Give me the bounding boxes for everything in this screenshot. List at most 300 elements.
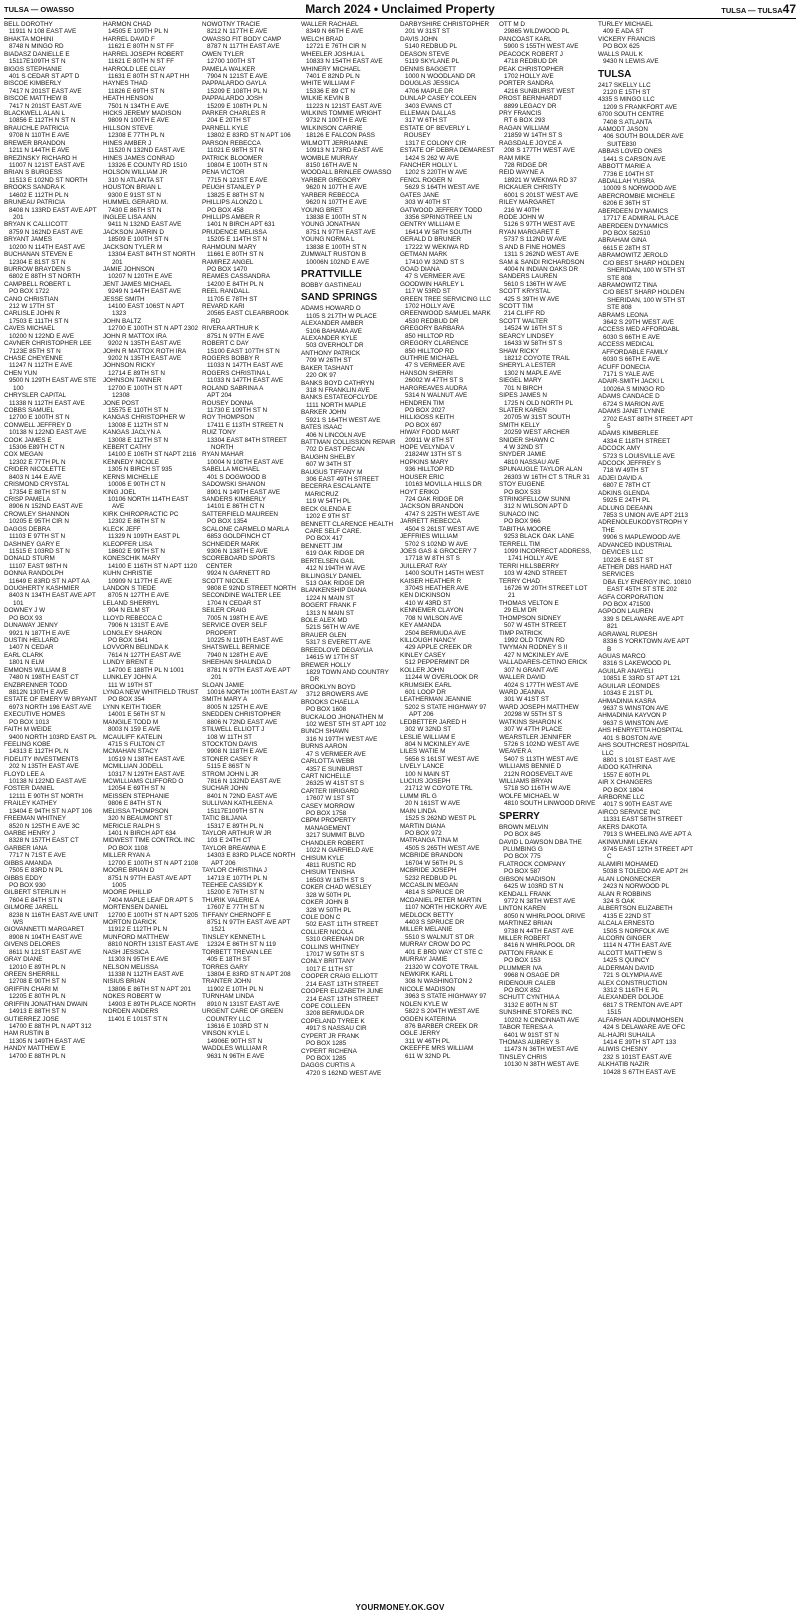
owner-name: OGLE JERRY	[400, 1030, 441, 1038]
listing-entry	[499, 876, 596, 891]
page-title: March 2024 • Unclaimed Property	[305, 2, 495, 16]
owner-name: ALAN LONGNECKER	[598, 875, 661, 883]
owner-name: CONWELL JEFFREY D	[4, 421, 72, 429]
owner-address: 5310 GREENAN DR	[306, 936, 365, 944]
owner-name: KLEOPFER LISA	[103, 540, 153, 548]
owner-name: WARD JOSEPH MATTHEW	[499, 703, 579, 711]
listing-entry	[103, 125, 200, 140]
listing-entry	[103, 21, 200, 36]
owner-address: 14906E 90TH ST N	[207, 1037, 263, 1045]
listing-entry	[301, 914, 398, 929]
owner-address: 7736 E 104TH ST	[603, 170, 654, 178]
owner-name: BISCOE MATTHEW B	[4, 95, 68, 103]
listing-entry	[301, 394, 398, 409]
owner-address: 12308 E 77TH PL N	[108, 132, 165, 140]
owner-name: BISCOE KIMBERLY	[4, 80, 62, 88]
listing-entry	[400, 177, 497, 192]
owner-address: 12304 E 81ST ST N	[9, 258, 66, 266]
listing-entry	[202, 95, 299, 110]
owner-name: YOUNG NORMA L	[301, 236, 355, 244]
owner-address: 12010 E 89TH PL N	[9, 963, 66, 971]
owner-name: WARD JEANNA	[499, 688, 545, 696]
owner-name: HARREL DAVID F	[103, 35, 155, 43]
listing-entry	[598, 21, 695, 36]
listing-entry	[598, 1017, 695, 1032]
owner-address: 8212 N 117TH E AVE	[207, 28, 268, 36]
owner-address: 13008 E 112TH ST N	[108, 436, 169, 444]
owner-address: 311 W 46TH PL	[405, 1037, 450, 1045]
listing-entry	[301, 21, 398, 36]
listing-entry	[103, 585, 200, 600]
owner-address: 9300 E 91ST ST N	[108, 191, 162, 199]
owner-name: ADCOCK AMY	[598, 445, 641, 453]
owner-address: 5723 S LOUISVILLE AVE	[603, 452, 675, 460]
owner-address: 8050 N WHIRLPOOL DRIVE	[504, 912, 586, 920]
owner-name: GARBER IANA	[4, 844, 48, 852]
owner-address: 10130 N 38TH WEST AVE	[504, 1061, 579, 1069]
owner-address: 724 OAK RIDGE DR	[405, 496, 464, 503]
listing-entry	[400, 734, 497, 749]
owner-address: 5737 S 112ND W AVE	[504, 236, 567, 244]
owner-name: LYNDA NEW WHITFIELD TRUST	[103, 688, 199, 696]
owner-address: 26002 W 47TH ST S	[405, 377, 464, 385]
listing-entry	[301, 169, 398, 176]
owner-name: STILWELL ELLIOTT J	[202, 726, 265, 734]
listing-entry	[400, 637, 497, 652]
listing-entry	[202, 867, 299, 882]
owner-address: 5232 REDBUD PL	[405, 874, 458, 882]
owner-name: ALCALA ERNESTO	[598, 920, 655, 928]
owner-name: BERTELSEN GAIL	[301, 557, 355, 565]
listing-entry	[499, 451, 596, 466]
owner-address: 339 S DELAWARE AVE APT 821	[603, 615, 684, 631]
owner-name: RAGAN WILLIAM	[499, 124, 550, 132]
owner-name: NOKES ROBERT W	[103, 993, 161, 1001]
owner-address: 1209 S FRANKFORT AVE	[603, 103, 678, 111]
owner-address: 15117E109TH ST N	[207, 807, 264, 815]
listing-entry	[400, 325, 497, 340]
owner-address: 117 W 53RD ST	[405, 288, 451, 296]
owner-name: KEBERT CATHY	[103, 444, 151, 452]
owner-address: 312 N WILSON APT D	[504, 503, 568, 511]
owner-name: SAM & SANDI RICHARDSON	[499, 258, 585, 266]
owner-address: 11338 N 112TH EAST AVE	[9, 399, 85, 407]
listing-entry	[499, 95, 596, 110]
owner-address: 850 HILLTOP RD	[405, 332, 455, 340]
listing-entry	[4, 36, 101, 51]
owner-name: SADOWSKI SHANON	[202, 481, 266, 489]
owner-name: DUNLAP CASEY COLEEN	[400, 95, 477, 103]
owner-address: 1313 N MAIN ST	[306, 609, 354, 617]
owner-name: FAITH M WEIDE	[4, 726, 52, 734]
owner-address: 10163 MOVILLA HILLS DR	[405, 481, 482, 489]
owner-name: FLOYD LEE A	[4, 770, 45, 778]
owner-address: 8910 N 131ST EAST AVE	[207, 1000, 280, 1008]
listing-entry	[400, 1030, 497, 1045]
owner-name: ADLUNG DEEANN	[598, 504, 653, 512]
owner-name: SNEDDEN CHRISTOPHER	[202, 711, 281, 719]
owner-address: 4706 MAPLE DR	[405, 87, 454, 95]
owner-name: ROBERT C DAY	[202, 340, 249, 348]
owner-name: LUNKLEY JOHN A	[103, 674, 157, 682]
owner-address: 316 N 197TH WEST AVE	[306, 735, 378, 743]
owner-address: 6001 S 201ST WEST AVE	[504, 191, 579, 199]
owner-address: 14313 E 112TH PL N	[9, 748, 69, 756]
listing-entry	[202, 340, 299, 355]
owner-address: C/O BEST SHARP HOLDEN SHERIDAN, 100 W 5TH ST STE 808	[603, 289, 686, 312]
listing-entry	[4, 800, 101, 815]
listing-entry	[4, 251, 101, 266]
owner-address: 9430 N LEWIS AVE	[603, 58, 659, 66]
owner-name: ABBAS LOVED ONES	[598, 148, 663, 156]
owner-name: MUNFORD MATTHEW	[103, 933, 169, 941]
owner-name: REID WAYNE A	[499, 169, 545, 177]
owner-address: 4718 REDBUD DR	[504, 58, 558, 66]
owner-name: BANKS ESTATEOFCLYDE	[301, 394, 378, 402]
owner-name: MEDLOCK BETTY	[400, 911, 454, 919]
owner-name: COKER CHAD WESLEY	[301, 884, 372, 892]
listing-entry	[301, 632, 398, 647]
listing-entry	[4, 971, 101, 986]
listing-entry	[499, 169, 596, 184]
owner-address: 10004 N 108TH EAST AVE	[207, 458, 284, 466]
owner-name: TAYLOR BREAWNA E	[202, 844, 266, 852]
owner-name: BOGERT FRANK F	[301, 602, 357, 610]
owner-name: ALBERTSON ELIZABETH	[598, 905, 673, 913]
owner-name: ZUMWALT RUSTON B	[301, 251, 366, 259]
owner-address: 15209 E 108TH PL N	[207, 102, 268, 110]
listing-entry	[202, 288, 299, 303]
owner-address: PO BOX 1608	[306, 706, 347, 714]
listing-entry	[499, 824, 596, 839]
listing-entry	[499, 748, 596, 763]
owner-address: 406 SOUTH BOULDER AVE SUITE830	[603, 133, 684, 148]
owner-name: GIBBS EDDY	[4, 874, 43, 882]
owner-name: RODE JOHN W	[499, 213, 545, 221]
owner-address: 12700 E 100TH ST N APT 12308	[108, 384, 183, 400]
listing-entry	[301, 192, 398, 207]
owner-address: 8316 S LAKEWOOD PL	[603, 660, 672, 668]
listing-entry	[400, 281, 497, 296]
owner-name: SUNACO INC	[499, 510, 539, 518]
owner-address: 12700 E 100TH ST N APT 2302	[108, 325, 199, 333]
owner-address: 13616 E 103RD ST N	[207, 1022, 269, 1030]
listing-entry	[202, 800, 299, 815]
owner-address: 12714 E 89TH ST N	[108, 369, 166, 377]
owner-address: 18921 W WEKIWA RD 37	[504, 176, 577, 184]
owner-address: 12721 E 76TH CIR N	[306, 43, 366, 51]
owner-name: ABERDEEN DYNAMICS	[598, 222, 669, 230]
owner-name: KANGAS CHRISTOPHER W	[103, 414, 186, 422]
listing-entry	[4, 392, 101, 407]
owner-name: GARBE HENRY J	[4, 829, 55, 837]
listing-entry	[4, 756, 101, 771]
owner-address: 10200 N 114TH EAST AVE	[9, 243, 86, 251]
listing-entry	[400, 162, 497, 177]
listing-entry	[598, 935, 695, 950]
listing-entry	[598, 876, 695, 891]
owner-name: CANO CHRISTIAN	[4, 295, 59, 303]
listing-entry	[400, 80, 497, 95]
listing-column-4	[301, 21, 398, 1599]
listing-entry	[301, 335, 398, 350]
listing-entry	[400, 125, 497, 147]
owner-name: CONLY BRITTANY	[301, 958, 355, 966]
listing-entry	[202, 244, 299, 259]
listing-entry	[4, 221, 101, 236]
owner-name: SULLIVAN KATHLEEN A	[202, 800, 273, 808]
owner-address: 8403 N 144 E AVE	[9, 473, 62, 481]
listing-entry	[4, 652, 101, 667]
owner-name: COLLINS WHITNEY	[301, 943, 360, 951]
owner-address: 5822 S 204TH WEST AVE	[405, 1008, 480, 1016]
owner-name: BROOKLYN BOYD	[301, 683, 356, 691]
listing-entry	[4, 184, 101, 199]
owner-address: 214 CLIFF RD	[504, 310, 545, 318]
listing-entry	[103, 644, 200, 659]
owner-address: 14700 E 88TH PL N	[9, 1052, 66, 1060]
owner-name: KENNEDY NICOLE	[103, 458, 159, 466]
owner-name: KILLOUGH NANCY	[400, 637, 457, 645]
owner-address: 21859 W 14TH ST S	[504, 132, 563, 140]
owner-address: 10009 S NORWOOD AVE	[603, 185, 677, 193]
owner-address: 47 S VERMEER AVE	[405, 362, 465, 370]
owner-address: 14913 E 88TH ST N	[9, 1008, 67, 1016]
owner-name: 6700 SOUTH CENTRE	[598, 111, 664, 119]
owner-name: HANDY MATTHEW E	[4, 1045, 66, 1053]
owner-name: LUCIUS JOSEPH	[400, 778, 451, 786]
listing-entry	[400, 1045, 497, 1060]
listing-entry	[301, 958, 398, 973]
owner-name: MCAULIFF KATELIN	[103, 733, 163, 741]
owner-address: 102 WEST 5TH ST APT 102	[306, 720, 387, 728]
listing-entry	[301, 380, 398, 395]
owner-address: 15100 EAST 107TH ST N	[207, 347, 280, 355]
owner-name: BECK GLENDA E	[301, 505, 352, 513]
owner-address: 13838 E 100TH ST N	[306, 213, 367, 221]
owner-address: 8416 N WHIRLPOOL DR	[504, 942, 575, 950]
owner-address: 701 N BIRCH	[504, 384, 543, 392]
owner-address: 13304 EAST 84TH STREET NORTH	[207, 436, 287, 452]
listing-entry	[103, 66, 200, 81]
owner-name: ANTHONY PATRICK	[301, 349, 361, 357]
owner-name: MANGILE TODD M	[103, 718, 159, 726]
owner-name: GUTHRIE MICHAEL	[400, 354, 459, 362]
owner-address: 8901 N 149TH EAST AVE	[207, 488, 281, 496]
owner-name: OGDEN KATERINA	[400, 1015, 457, 1023]
owner-name: BRIAN S BURGESS	[4, 169, 63, 177]
listing-entry	[4, 1045, 101, 1060]
owner-name: PATTON FRANK E	[499, 949, 553, 957]
owner-address: 7614 N 127TH EAST AVE	[108, 651, 182, 659]
owner-address: 9732 N 100TH E AVE	[306, 117, 367, 125]
owner-address: 11247 N 112TH E AVE	[9, 362, 73, 370]
owner-name: KENDALL FRANK	[499, 890, 551, 898]
owner-address: PO BOX 1804	[603, 786, 644, 794]
owner-address: 3312 S 116TH E PL	[603, 987, 659, 994]
listing-entry	[301, 1018, 398, 1033]
owner-name: S AND B FINE HOMES	[499, 243, 566, 251]
owner-name: EMMONS WILLIAM B	[4, 666, 67, 674]
owner-address: 26303 W 16TH CT S TRLR 31	[504, 473, 590, 481]
owner-name: AETHER DBS HARD HAT SERVICES	[598, 563, 673, 579]
owner-name: GIBSON MADISON	[499, 875, 556, 883]
owner-name: COOK JAMES E	[4, 436, 52, 444]
owner-name: AGUILAR LEONIDES	[598, 682, 660, 690]
owner-name: MCMAHAN STACY	[103, 748, 159, 756]
listing-entry	[400, 340, 497, 355]
listing-entry	[202, 592, 299, 607]
owner-name: CARLOTTA WEBB	[301, 758, 355, 766]
listing-entry	[103, 459, 200, 474]
owner-address: 5629 S 164TH WEST AVE	[405, 184, 480, 192]
owner-address: PO BOX 93	[9, 614, 43, 622]
owner-name: DEASON STEVE	[400, 50, 450, 58]
owner-name: BATES ISAAC	[301, 424, 343, 432]
owner-address: 14700 E 88TH PL N APT 312	[9, 1022, 92, 1030]
owner-address: 11515 E 103RD ST N	[9, 547, 70, 555]
listing-entry	[598, 980, 695, 995]
listing-entry	[103, 630, 200, 645]
listing-entry	[103, 95, 200, 110]
listing-entry	[103, 444, 200, 459]
owner-name: FREEMAN WHITNEY	[4, 815, 67, 823]
listing-entry	[400, 429, 497, 444]
owner-address: 8611 N 121ST EAST AVE	[9, 948, 82, 956]
listing-entry	[598, 223, 695, 238]
owner-address: 5718 SO 116TH W AVE	[504, 785, 571, 793]
listing-entry	[103, 414, 200, 429]
owner-name: 4335 S MINGO LLC	[598, 96, 655, 104]
owner-address: 13404 E 94TH ST N APT 106	[9, 807, 92, 815]
owner-address: 13802 E 83RD ST N APT 106	[207, 132, 291, 140]
owner-name: KEY AMANDA	[400, 622, 442, 630]
owner-address: 8801 S 101ST EAST AVE	[603, 756, 676, 764]
listing-entry	[103, 348, 200, 363]
listing-entry	[598, 460, 695, 475]
section-heading: PRATTVILLE	[301, 268, 362, 280]
owner-address: 401 S BOSTON AVE	[603, 734, 662, 742]
owner-name: PRUDENCE MELISSA	[202, 228, 267, 236]
owner-address: 1224 N MAIN ST	[306, 594, 354, 602]
owner-name: GREGORY BARBARA	[400, 325, 465, 333]
owner-name: GREGORY CLARENCE	[400, 340, 469, 348]
listing-entry	[202, 21, 299, 36]
owner-address: 1725 N OLD NORTH PL	[504, 399, 573, 407]
owner-address: PO BOX 930	[9, 881, 46, 889]
owner-address: 310 N ATLANTA ST	[108, 176, 164, 184]
owner-address: 3704S HEATHER AVE	[405, 585, 469, 593]
listing-entry	[400, 518, 497, 533]
listing-entry	[103, 949, 200, 964]
listing-entry	[499, 125, 596, 140]
listing-entry	[598, 237, 695, 252]
listing-entry	[202, 696, 299, 711]
listing-entry	[301, 573, 398, 588]
owner-name: JOHN R MATTOX ROTH IRA	[103, 347, 187, 355]
listing-entry	[499, 689, 596, 704]
listing-entry	[598, 364, 695, 379]
owner-address: 4505 S 265TH WEST AVE	[405, 844, 480, 852]
owner-address: 9620 N 107TH E AVE	[306, 184, 367, 192]
listing-entry	[4, 355, 101, 370]
owner-address: 8908 N 104TH EAST AVE	[9, 933, 83, 941]
owner-address: 220 OK 97	[306, 372, 337, 380]
owner-name: SUNSHINE STORES INC	[499, 1009, 573, 1017]
listing-entry	[202, 578, 299, 593]
listing-entry	[4, 155, 101, 170]
listing-entry	[103, 244, 200, 266]
listing-entry	[400, 852, 497, 867]
owner-name: PARSON REBECCA	[202, 139, 261, 147]
listing-entry	[598, 905, 695, 920]
owner-address: 202 N 135TH EAST AVE	[9, 763, 79, 771]
owner-address: 409 E ADA ST	[603, 28, 644, 36]
listing-entry	[103, 51, 200, 66]
owner-name: THOMAS AUBREY S	[499, 1038, 560, 1046]
owner-name: PAPPALARDO GAYLA	[202, 80, 267, 88]
owner-name: ADAIR-SMITH JACKI L	[598, 378, 665, 386]
listing-entry	[103, 993, 200, 1008]
listing-entry	[202, 125, 299, 140]
listing-entry	[499, 965, 596, 980]
listing-entry	[103, 615, 200, 630]
owner-address: 1702 HOLLY AVE	[504, 72, 554, 80]
listing-entry	[400, 667, 497, 682]
listing-entry	[499, 318, 596, 333]
owner-name: BREWER HOLLY	[301, 661, 351, 669]
owner-name: MCMILLIAN JODELL	[103, 763, 164, 771]
listing-entry	[4, 815, 101, 830]
owner-name: OTT M D	[499, 21, 525, 28]
owner-name: CART NICHELLE	[301, 772, 351, 780]
listing-entry	[400, 563, 497, 578]
listing-entry	[400, 926, 497, 941]
owner-address: 9400 NORTH 103RD EAST PL	[9, 733, 97, 741]
owner-name: CHANDLER ROBERT	[301, 839, 364, 847]
owner-name: BROWN MELVIN	[499, 823, 549, 831]
owner-name: STOCKTON DAVIS	[202, 740, 258, 748]
owner-address: 12054 E 69TH ST N	[108, 785, 166, 793]
owner-address: 2504 BERMUDA AVE	[405, 629, 466, 637]
owner-name: DOWNEY J W	[4, 607, 46, 615]
listing-entry	[400, 882, 497, 897]
listing-entry	[499, 362, 596, 377]
owner-address: 12302 E 86TH ST N	[108, 518, 166, 526]
owner-name: PROST BERNHARDT	[499, 95, 562, 103]
owner-name: JOHNSON TANNER	[103, 377, 162, 385]
listing-entry	[301, 521, 398, 543]
owner-name: MORTON DARICK	[103, 919, 157, 927]
listing-entry	[598, 519, 695, 541]
owner-address: 14524 W 16TH ST S	[504, 325, 563, 333]
listing-entry	[400, 385, 497, 400]
listing-entry	[499, 184, 596, 199]
owner-address: 5038 S TOLEDO AVE APT 2H	[603, 868, 688, 876]
listing-entry	[598, 698, 695, 713]
page-footer: YOURMONEY.OK.GOV	[355, 1603, 445, 1612]
owner-address: 5106 BAHAMA AVE	[306, 327, 362, 335]
owner-name: LYNN KEITH TIGER	[103, 703, 161, 711]
owner-address: 10856 E 112TH N ST N	[9, 117, 76, 125]
owner-name: TATIC BILJANA	[202, 815, 247, 823]
owner-name: LOVVORN BELINDA K	[103, 644, 169, 652]
owner-name: ABBOTT MARIE A	[598, 163, 651, 171]
listing-columns	[4, 21, 796, 1599]
owner-name: GENTRY WILLIAM E	[400, 221, 461, 229]
owner-name: HOPKINS MARY	[400, 458, 449, 466]
owner-address: PO BOX 1758	[306, 810, 347, 818]
